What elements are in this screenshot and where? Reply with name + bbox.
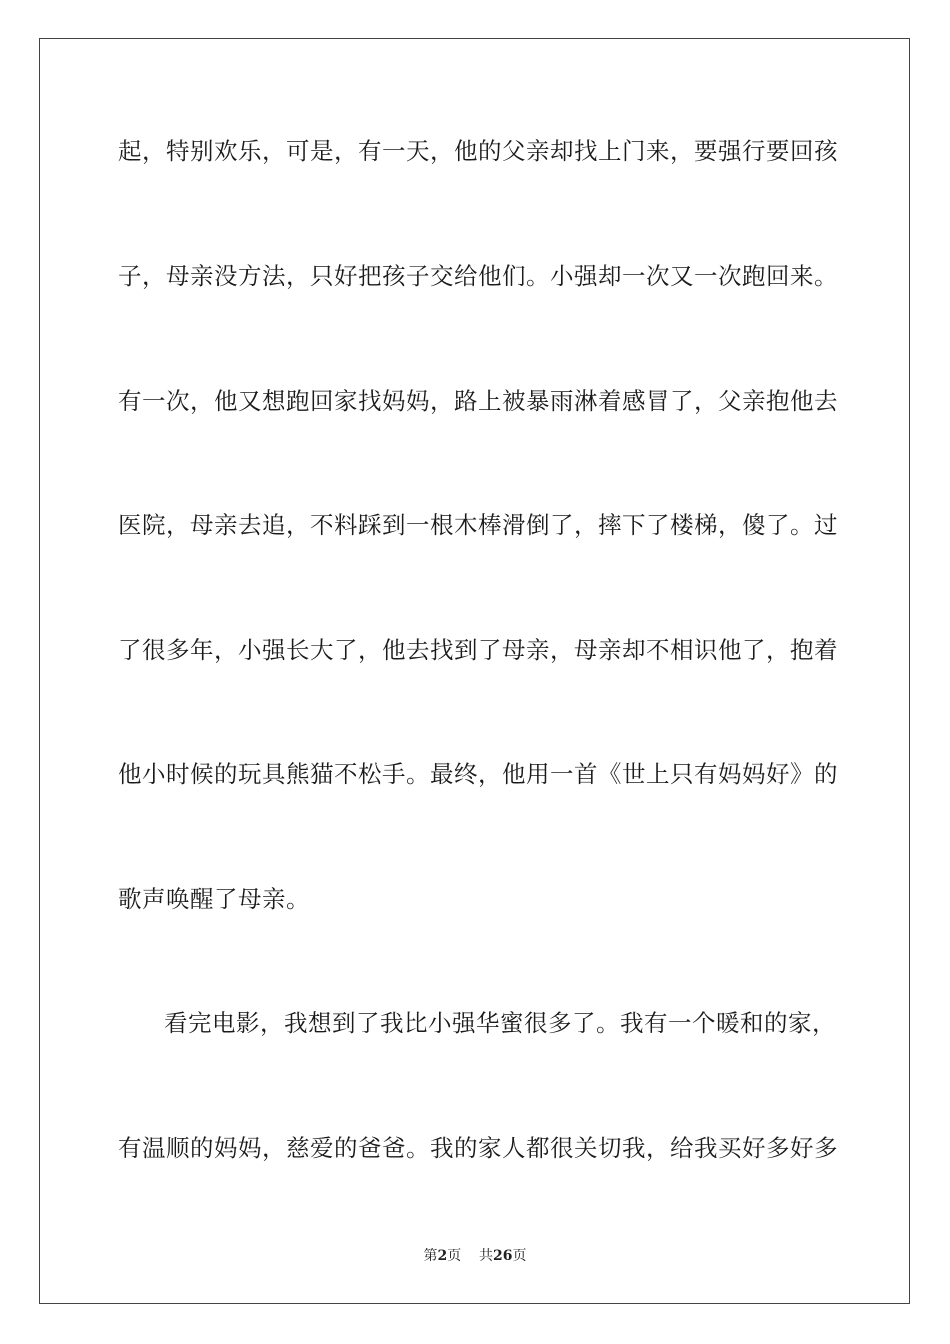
page-border (39, 38, 910, 1304)
text-line-5: 了很多年，小强长大了，他去找到了母亲，母亲却不相识他了，抱着 (118, 636, 838, 664)
text-line-1: 起，特别欢乐，可是，有一天，他的父亲却找上门来，要强行要回孩 (118, 137, 838, 165)
footer-page-suffix: 页 (447, 1248, 462, 1264)
page-footer (0, 1246, 950, 1266)
footer-page-number: 2 (437, 1248, 448, 1264)
footer-total-pages: 26 (493, 1248, 513, 1264)
text-line-8: 看完电影，我想到了我比小强华蜜很多了。我有一个暖和的家， (164, 1009, 836, 1037)
text-line-2: 子，母亲没方法，只好把孩子交给他们。小强却一次又一次跑回来。 (118, 262, 838, 290)
footer-prefix: 第 (423, 1248, 438, 1264)
text-line-3: 有一次，他又想跑回家找妈妈，路上被暴雨淋着感冒了，父亲抱他去 (118, 387, 838, 415)
text-line-9: 有温顺的妈妈，慈爱的爸爸。我的家人都很关切我，给我买好多好多 (118, 1134, 838, 1162)
footer-total-prefix: 共 (479, 1248, 494, 1264)
text-line-6: 他小时候的玩具熊猫不松手。最终，他用一首《世上只有妈妈好》的 (118, 760, 838, 788)
footer-total-suffix: 页 (512, 1248, 527, 1264)
text-line-4: 医院，母亲去追，不料踩到一根木棒滑倒了，摔下了楼梯，傻了。过 (118, 511, 838, 539)
text-line-7: 歌声唤醒了母亲。 (118, 885, 310, 913)
